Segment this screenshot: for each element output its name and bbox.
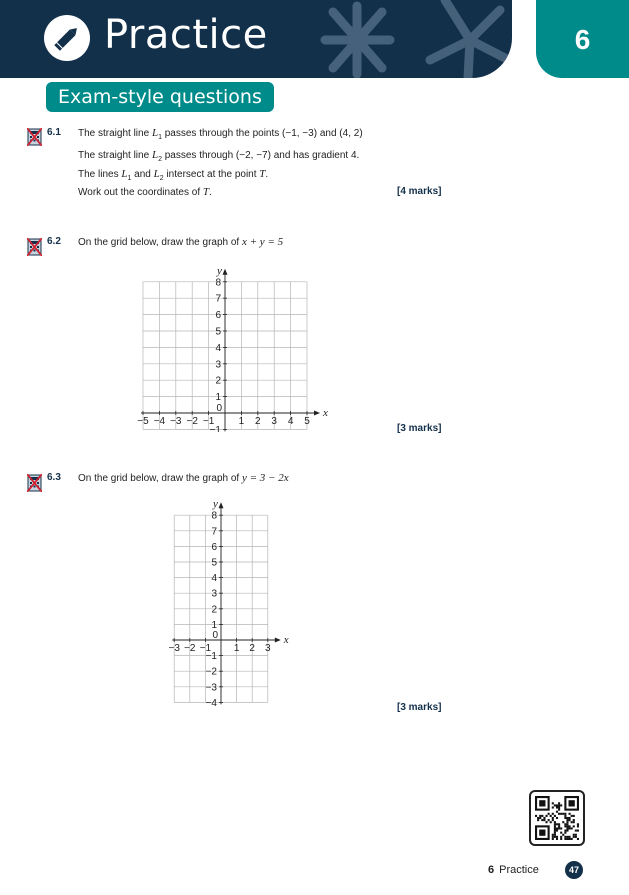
page-title: Practice	[104, 12, 268, 58]
question-text: On the grid below, draw the graph of y = 3 − 2x	[78, 472, 289, 484]
x-tick-label: 1	[233, 643, 240, 654]
y-tick-label: −1	[205, 651, 217, 663]
y-tick-label: 3	[211, 588, 217, 600]
x-tick-label: 5	[304, 416, 310, 427]
y-tick-label: 7	[215, 293, 221, 305]
x-tick-label: 2	[249, 643, 255, 654]
y-axis-arrow	[219, 502, 224, 508]
x-axis-label: x	[283, 634, 289, 646]
y-tick-label: −1	[209, 424, 221, 432]
x-tick-label: 3	[271, 416, 277, 427]
x-tick-label: −2	[184, 643, 196, 654]
qr-code-icon[interactable]	[529, 790, 585, 846]
question-number: 6.2	[47, 236, 61, 247]
x-tick-label: −1	[199, 643, 212, 654]
chapter-number: 6	[574, 24, 591, 55]
x-tick-label: −1	[202, 416, 215, 427]
x-tick-label: 1	[238, 416, 245, 427]
y-tick-label: 3	[215, 359, 221, 371]
calculator-icon	[27, 238, 42, 256]
x-tick-label: −4	[153, 416, 166, 427]
question-text: The lines $L_1$ and $L_2$ intersect at the point T.	[78, 168, 269, 182]
marks-label: [3 marks]	[397, 702, 442, 713]
y-axis-label: y	[217, 264, 222, 277]
x-tick-label: 3	[265, 643, 271, 654]
y-axis-label: y	[213, 498, 218, 511]
x-axis-arrow	[314, 411, 320, 416]
header-banner	[0, 0, 512, 78]
y-tick-label: 5	[215, 326, 221, 338]
y-tick-label: 2	[211, 604, 217, 616]
section-heading	[46, 82, 274, 112]
x-tick-label: −3	[170, 416, 182, 427]
calculator-icon	[27, 128, 42, 146]
question-text: The straight line $L_1$ passes through the points (−1, −3) and (4, 2)	[78, 127, 363, 141]
y-tick-label: 4	[215, 342, 221, 354]
x-tick-label: −2	[186, 416, 198, 427]
page-number: 47	[565, 861, 583, 879]
y-tick-label: −4	[205, 697, 217, 709]
y-tick-label: 8	[215, 277, 221, 289]
section-title: Exam-style questions	[58, 86, 262, 108]
y-tick-label: −2	[205, 666, 217, 678]
y-tick-label: 6	[215, 310, 221, 322]
footer-chapter: 6	[488, 864, 495, 876]
y-tick-label: 1	[215, 392, 221, 404]
x-axis-label: x	[323, 407, 328, 419]
y-tick-label: 5	[211, 557, 217, 569]
y-tick-label: 8	[211, 510, 217, 522]
coordinate-grid[interactable]	[130, 252, 330, 432]
y-axis-arrow	[223, 269, 228, 275]
question-number: 6.1	[47, 127, 61, 138]
footer-text: Practice	[499, 864, 539, 876]
y-tick-label: 7	[211, 526, 217, 538]
x-tick-label: −3	[168, 643, 180, 654]
y-tick-label: 1	[211, 619, 217, 631]
question-text: On the grid below, draw the graph of x + y = 5	[78, 236, 284, 248]
y-tick-label: 2	[215, 375, 221, 387]
pencil-icon	[44, 15, 90, 61]
x-axis-arrow	[275, 638, 281, 643]
y-tick-label: 6	[211, 541, 217, 553]
y-tick-label: −3	[205, 682, 217, 694]
x-tick-label: 4	[287, 416, 294, 427]
origin-label: 0	[216, 403, 222, 414]
x-tick-label: −5	[137, 416, 149, 427]
question-text: The straight line $L_2$ passes through (−2, −7) and has gradient 4.	[78, 149, 360, 163]
footer-label	[488, 864, 539, 876]
coordinate-grid[interactable]	[165, 488, 300, 713]
qr-pattern	[535, 796, 579, 840]
x-tick-label: 2	[255, 416, 261, 427]
question-number: 6.3	[47, 472, 61, 483]
calculator-icon	[27, 474, 42, 492]
chapter-tab	[536, 0, 629, 78]
origin-label: 0	[212, 630, 218, 641]
y-tick-label: 4	[211, 573, 217, 585]
marks-label: [4 marks]	[397, 186, 442, 197]
question-text: Work out the coordinates of T.	[78, 186, 212, 198]
marks-label: [3 marks]	[397, 423, 442, 434]
